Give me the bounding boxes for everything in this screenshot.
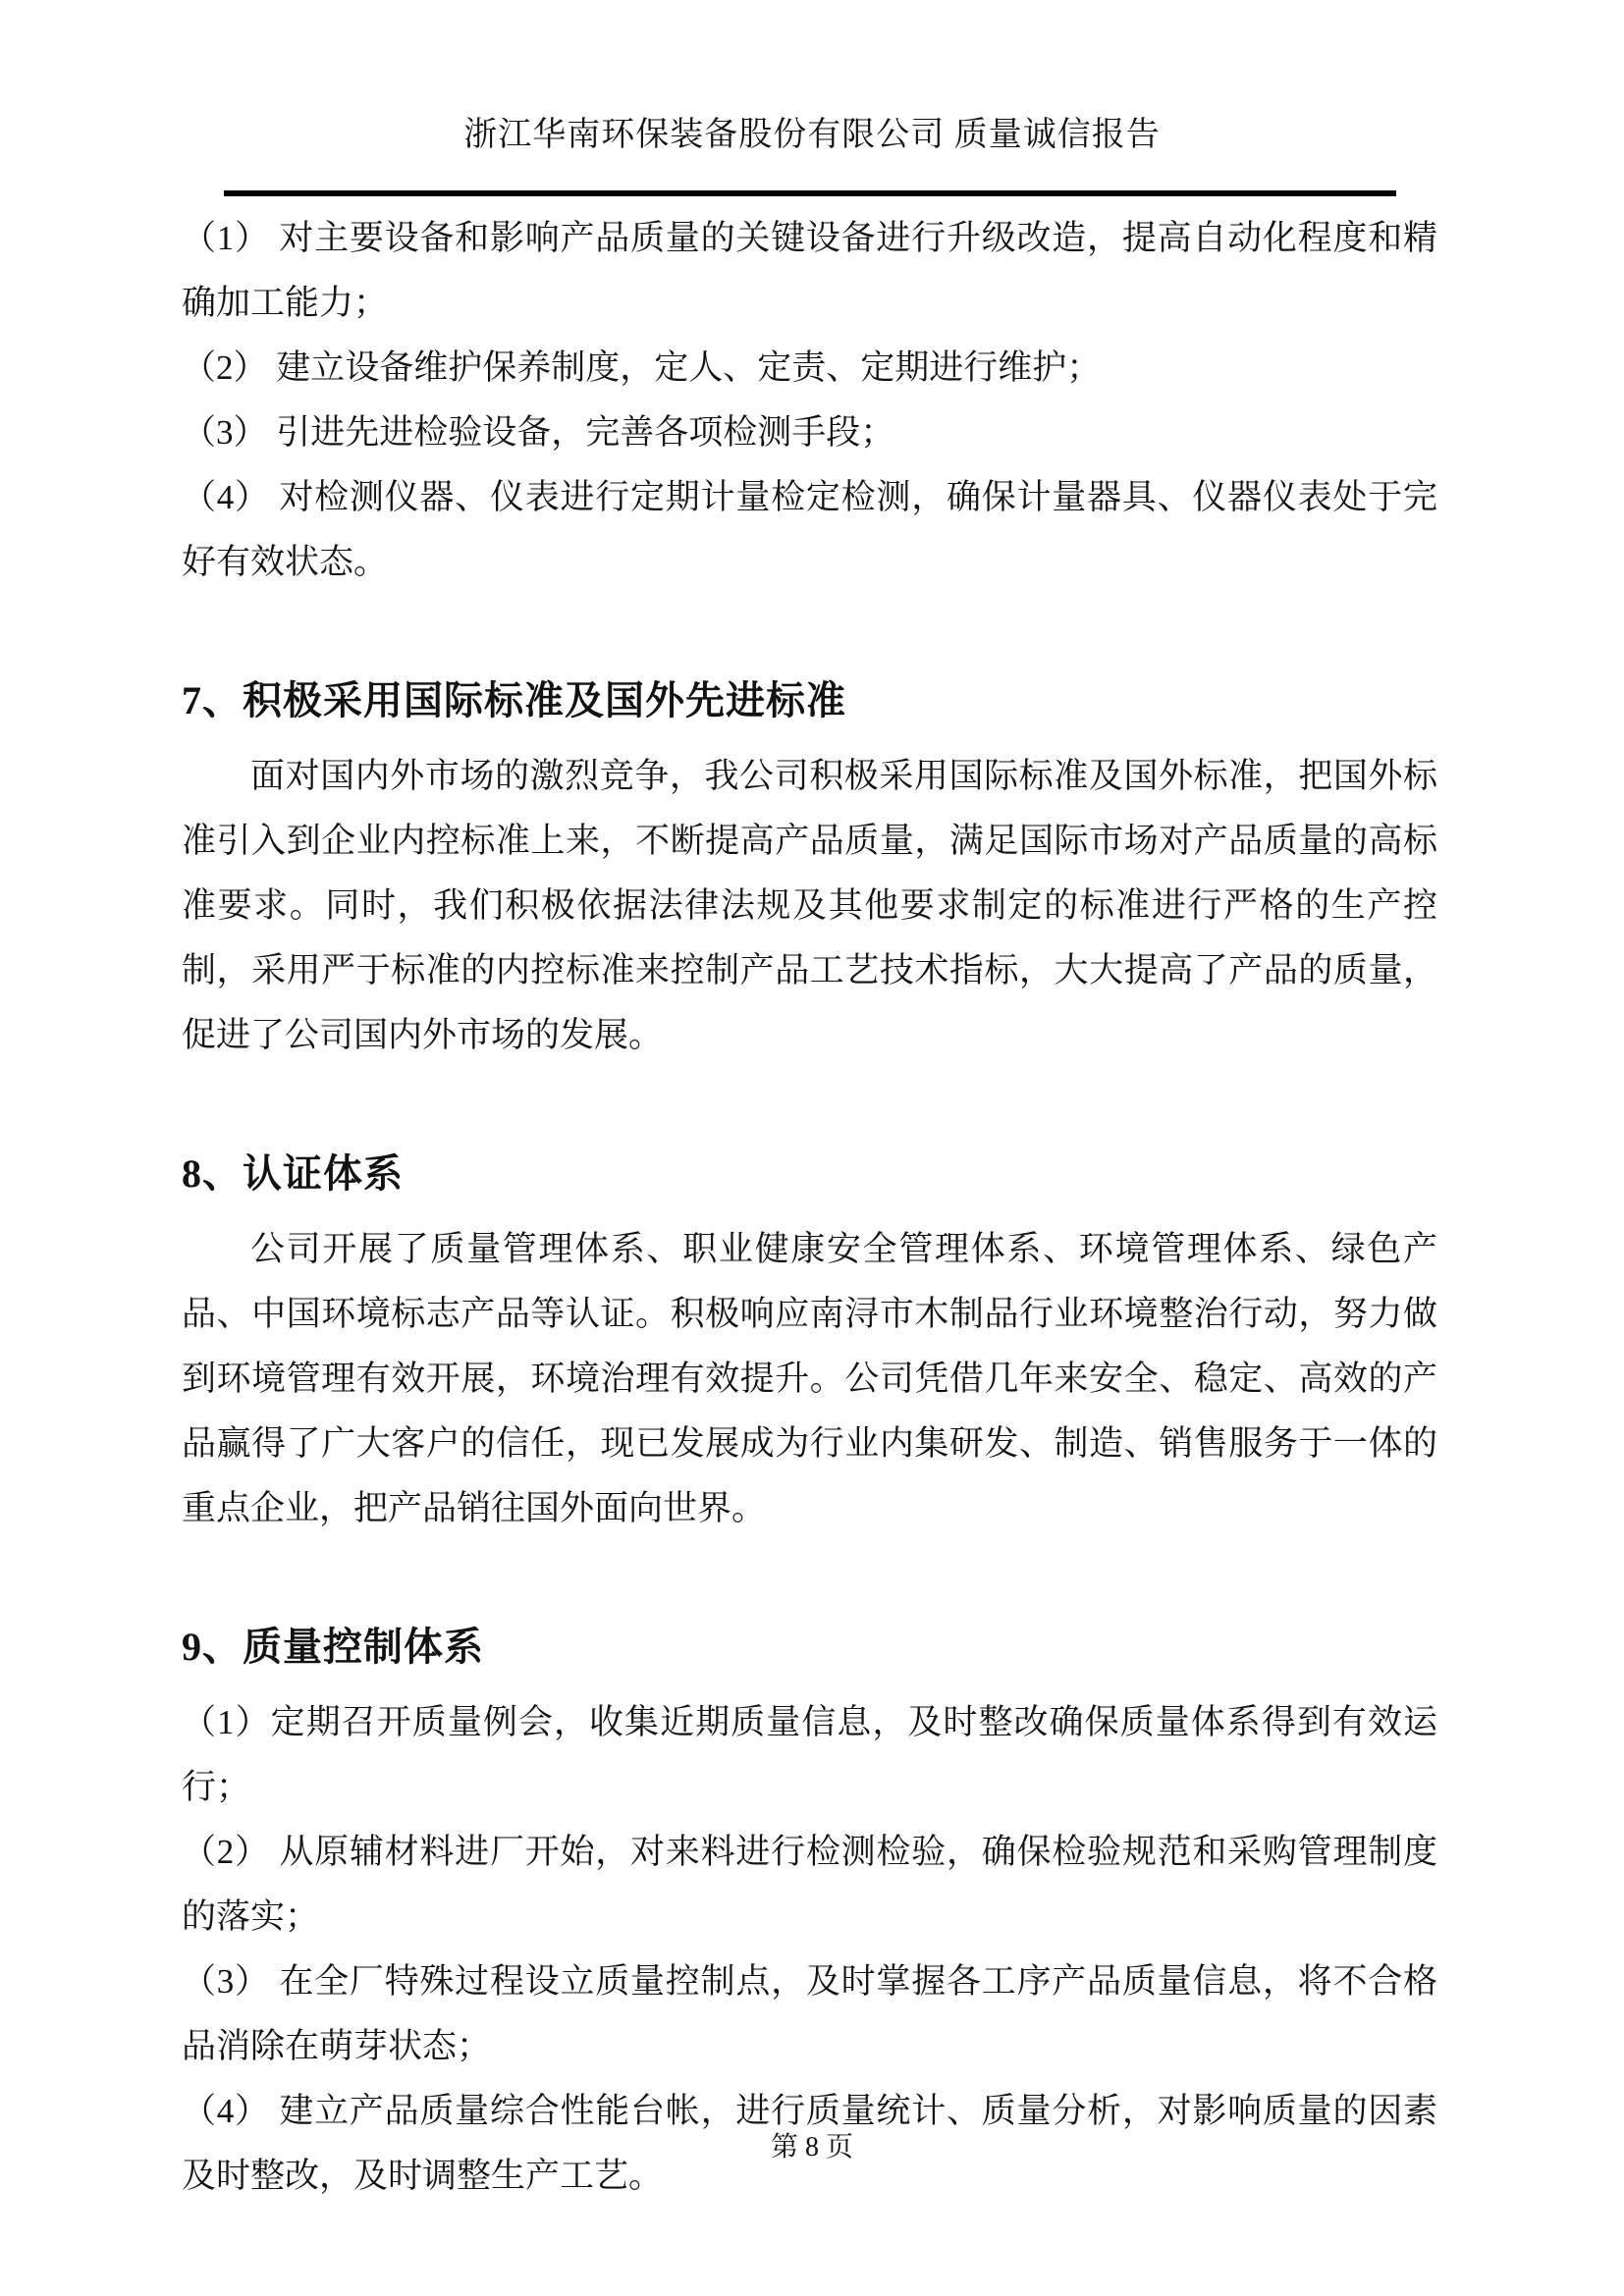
- section-8: [182, 1139, 1437, 1541]
- intro-item-3: （3） 引进先进检验设备，完善各项检测手段；: [182, 413, 895, 452]
- section-9-item-3: （3） 在全厂特殊过程设立质量控制点，及时掌握各工序产品质量信息，将不合格品消除在萌芽状态；: [182, 1962, 1437, 2065]
- header-title: 浙江华南环保装备股份有限公司 质量诚信报告: [463, 117, 1161, 153]
- intro-item-4: （4） 对检测仪器、仪表进行定期计量检定检测，确保计量器具、仪器仪表处于完好有效状态。: [182, 478, 1437, 581]
- header-divider: [224, 190, 1396, 196]
- section-9-item-2: （2） 从原辅材料进厂开始，对来料进行检测检验，确保检验规范和采购管理制度的落实；: [182, 1833, 1437, 1936]
- page-header: [0, 0, 1624, 157]
- intro-list: [182, 206, 1437, 595]
- section-9-item-1: （1）定期召开质量例会，收集近期质量信息，及时整改确保质量体系得到有效运行；: [182, 1703, 1437, 1806]
- page-number: 第 8 页: [770, 2132, 853, 2163]
- section-8-paragraph: 公司开展了质量管理体系、职业健康安全管理体系、环境管理体系、绿色产品、中国环境标志产品等认证。积极响应南浔市木制品行业环境整治行动，努力做到环境管理有效开展，环境治理有效提升。公司凭借几年来安全、稳定、高效的产品赢得了广大客户的信任，现已发展成为行业内集研发、制造、销售服务于一体的重点企业，把产品销往国外面向世界。: [182, 1230, 1437, 1527]
- intro-item-1: （1） 对主要设备和影响产品质量的关键设备进行升级改造，提高自动化程度和精确加工能力；: [182, 219, 1437, 322]
- section-9: [182, 1612, 1437, 2209]
- page-footer: [0, 2128, 1624, 2167]
- section-7: [182, 666, 1437, 1068]
- page-body: [0, 206, 1624, 2209]
- section-7-paragraph: 面对国内外市场的激烈竞争，我公司积极采用国际标准及国外标准，把国外标准引入到企业内控标准上来，不断提高产品质量，满足国际市场对产品质量的高标准要求。同时，我们积极依据法律法规及其他要求制定的标准进行严格的生产控制，采用严于标准的内控标准来控制产品工艺技术指标，大大提高了产品的质量，促进了公司国内外市场的发展。: [182, 757, 1437, 1054]
- intro-item-2: （2） 建立设备维护保养制度，定人、定责、定期进行维护；: [182, 348, 1102, 387]
- section-7-heading: 7、积极采用国际标准及国外先进标准: [182, 678, 846, 722]
- section-8-heading: 8、认证体系: [182, 1151, 404, 1196]
- section-9-heading: 9、质量控制体系: [182, 1625, 484, 1669]
- section-9-item-4: （4） 建立产品质量综合性能台帐，进行质量统计、质量分析，对影响质量的因素及时整改，及时调整生产工艺。: [182, 2092, 1437, 2195]
